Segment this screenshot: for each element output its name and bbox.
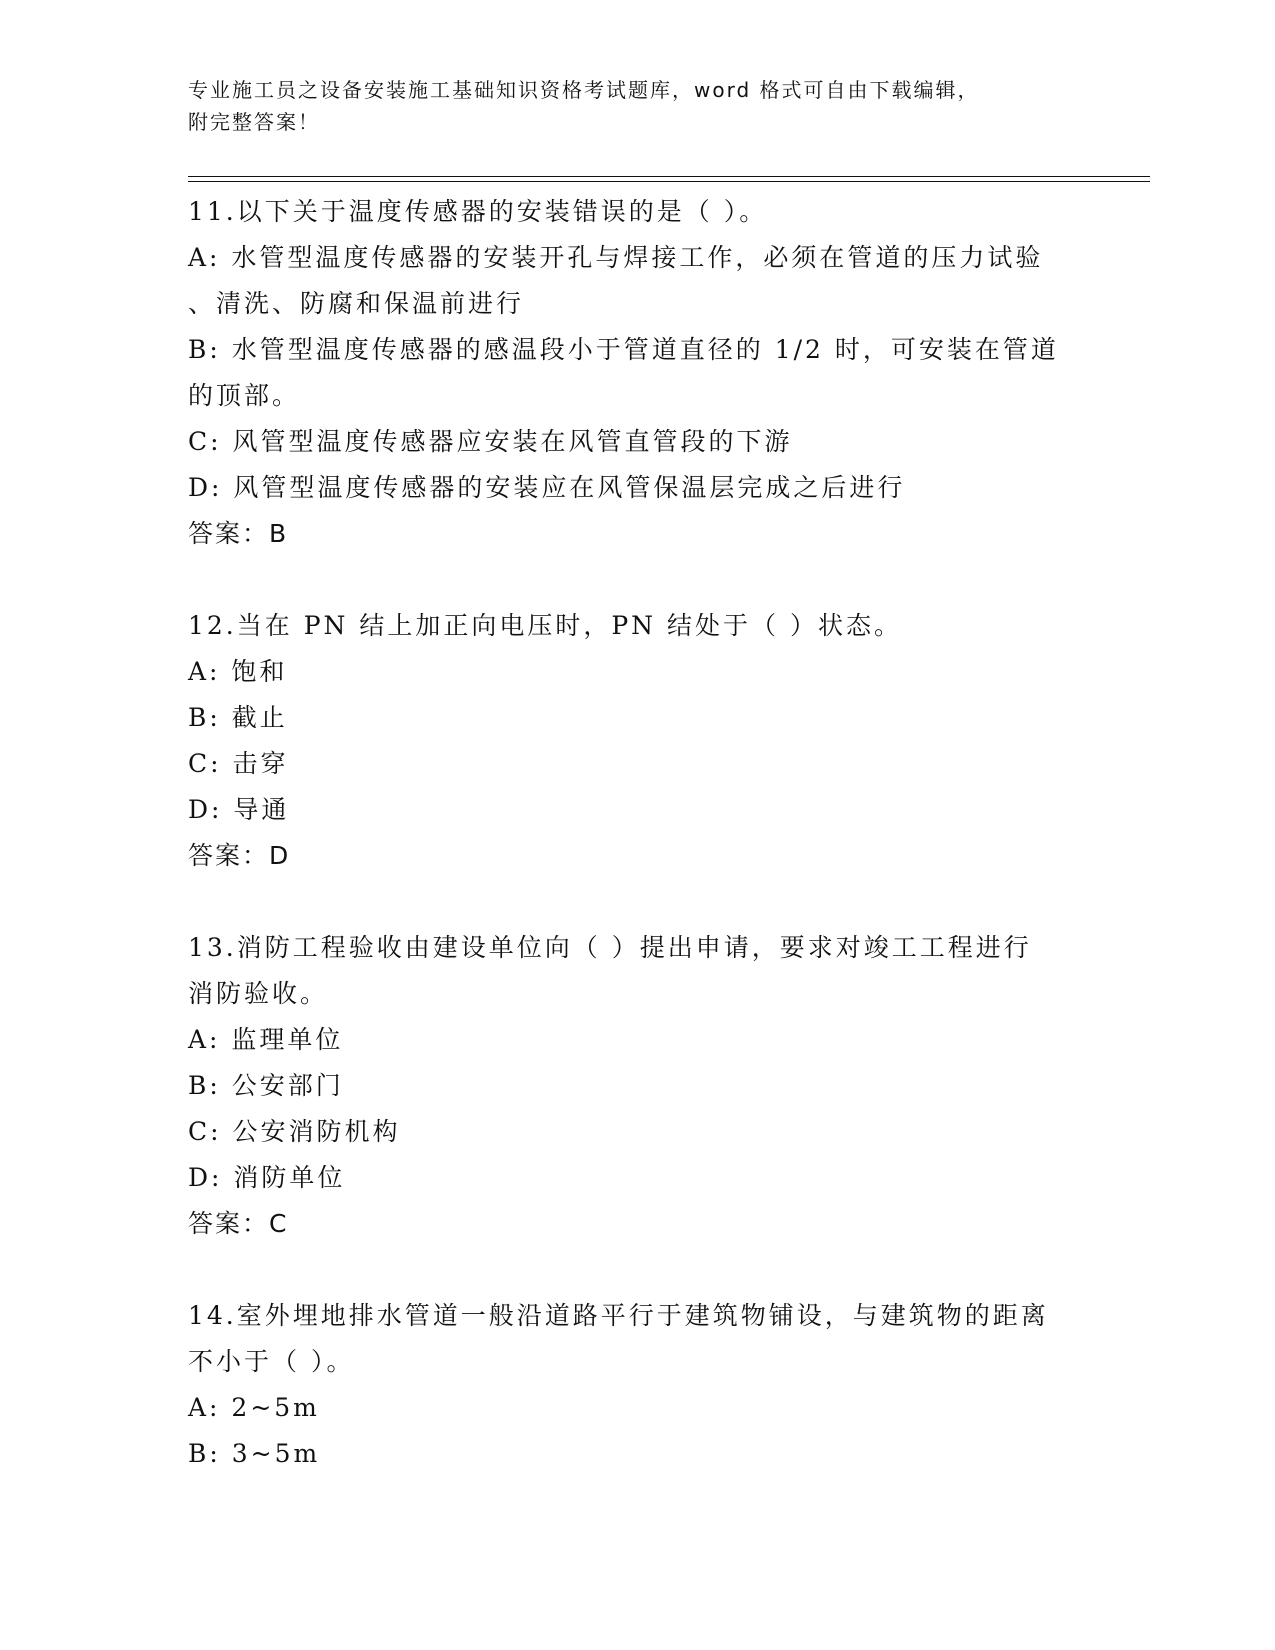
answer-option: D: 消防单位 xyxy=(188,1163,346,1192)
header-line-1: 专业施工员之设备安装施工基础知识资格考试题库，word 格式可自由下载编辑， xyxy=(188,78,980,102)
question-stem: 14.室外埋地排水管道一般沿道路平行于建筑物铺设，与建筑物的距离 xyxy=(188,1301,1049,1330)
header-line-2: 附完整答案！ xyxy=(188,110,320,134)
answer-option: D: 导通 xyxy=(188,795,290,824)
answer-option: A: 饱和 xyxy=(188,657,288,686)
answer-option: B: 水管型温度传感器的感温段小于管道直径的 1/2 时，可安装在管道 xyxy=(188,335,1059,364)
document-header xyxy=(188,74,1068,138)
answer-option: C: 风管型温度传感器应安装在风管直管段的下游 xyxy=(188,427,793,456)
header-divider-top xyxy=(188,176,1150,177)
answer-key: 答案：B xyxy=(188,519,289,548)
answer-option: 、清洗、防腐和保温前进行 xyxy=(188,289,525,318)
question-stem: 11.以下关于温度传感器的安装错误的是（ ）。 xyxy=(188,197,768,226)
question-block xyxy=(188,189,1088,557)
answer-option: C: 公安消防机构 xyxy=(188,1117,401,1146)
question-stem: 12.当在 PN 结上加正向电压时，PN 结处于（ ）状态。 xyxy=(188,611,902,640)
question-stem: 消防验收。 xyxy=(188,979,329,1008)
answer-option: A: 监理单位 xyxy=(188,1025,344,1054)
question-stem: 不小于（ ）。 xyxy=(188,1347,355,1376)
answer-option: B: 3~5m xyxy=(188,1439,321,1468)
question-block xyxy=(188,1293,1088,1477)
header-divider-bottom xyxy=(188,181,1150,182)
answer-option: B: 公安部门 xyxy=(188,1071,344,1100)
answer-option: B: 截止 xyxy=(188,703,288,732)
question-stem: 13.消防工程验收由建设单位向（ ）提出申请，要求对竣工工程进行 xyxy=(188,933,1032,962)
question-block xyxy=(188,925,1088,1247)
question-block xyxy=(188,603,1088,879)
answer-option: A: 2~5m xyxy=(188,1393,320,1422)
answer-option: A: 水管型温度传感器的安装开孔与焊接工作，必须在管道的压力试验 xyxy=(188,243,1044,272)
answer-key: 答案：C xyxy=(188,1209,289,1238)
answer-key: 答案：D xyxy=(188,841,291,870)
answer-option: C: 击穿 xyxy=(188,749,289,778)
answer-option: 的顶部。 xyxy=(188,381,301,410)
answer-option: D: 风管型温度传感器的安装应在风管保温层完成之后进行 xyxy=(188,473,906,502)
question-list xyxy=(188,189,1088,1477)
